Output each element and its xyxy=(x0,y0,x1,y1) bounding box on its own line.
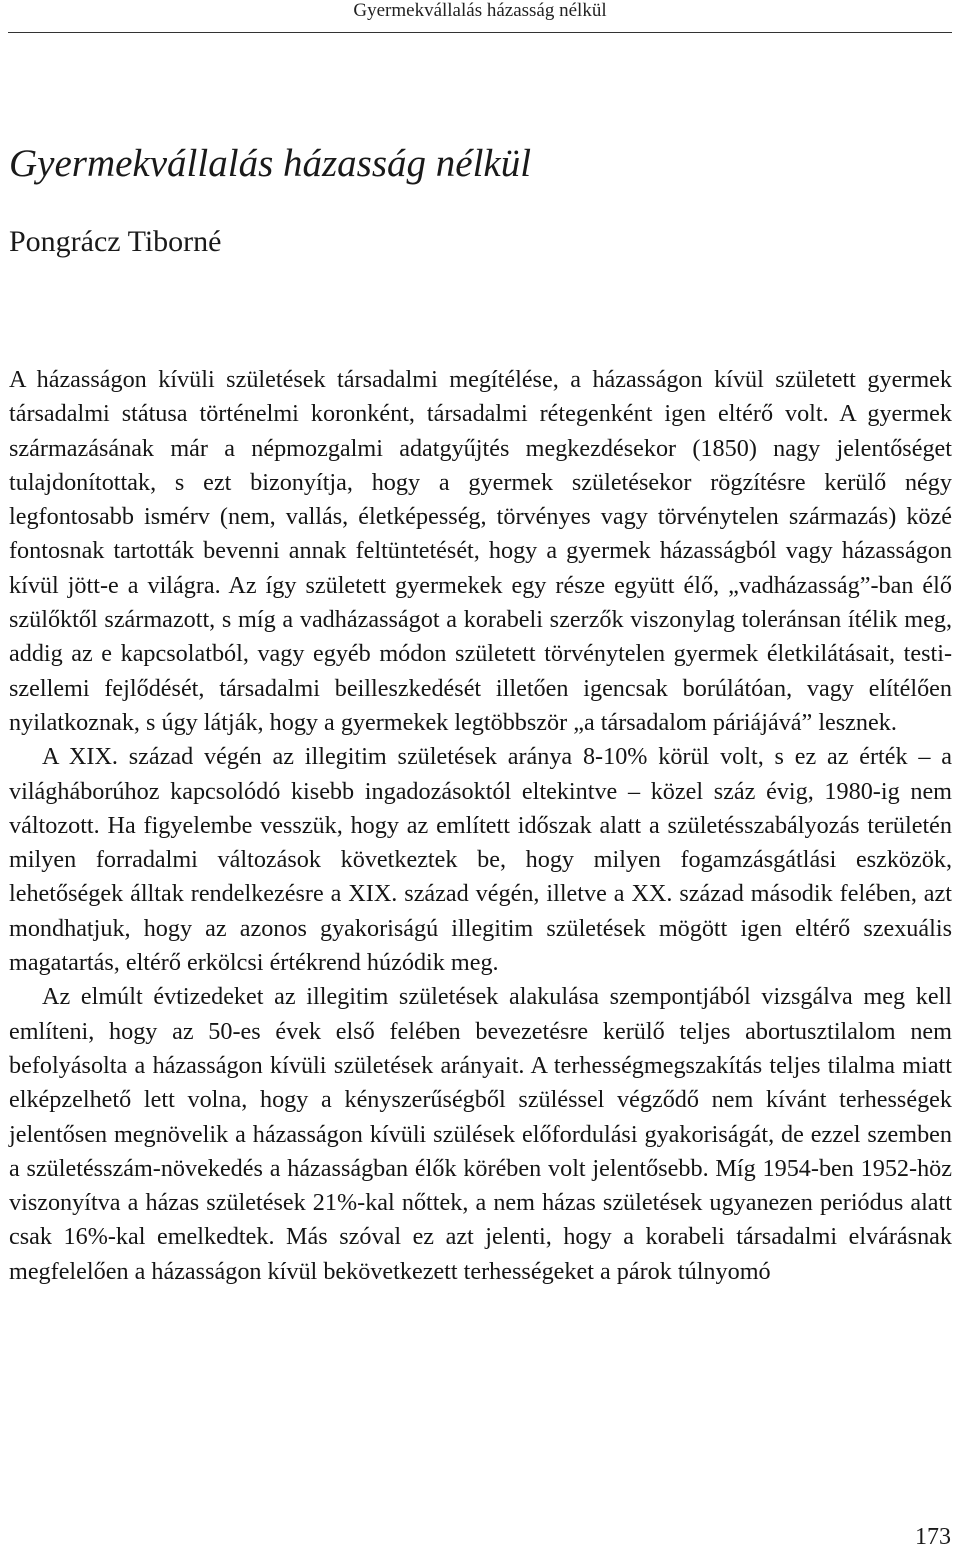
paragraph-2: A XIX. század végén az illegitim születések aránya 8-10% körül volt, s ez az érték – a világháborúhoz kapcsolódó kisebb ingadozásoktól eltekintve – közel száz évig, 1980-ig nem változott. Ha figyelembe vesszük, hogy az említett időszak alatt a születésszabályozás területén milyen forradalmi változások következtek be, hogy milyen fogamzásgátlási eszközök, lehetőségek álltak rendelkezésre a XIX. század végén, illetve a XX. század második felében, azt mondhatjuk, hogy az azonos gyakoriságú illegitim születések mögött igen eltérő szexuális magatartás, eltérő erkölcsi értékrend húzódik meg. xyxy=(9,743,952,977)
article-title: Gyermekvállalás házasság nélkül xyxy=(9,142,532,185)
header-divider xyxy=(8,32,952,33)
running-header: Gyermekvállalás házasság nélkül xyxy=(353,0,607,21)
page-number: 173 xyxy=(915,1524,951,1550)
article-author: Pongrácz Tiborné xyxy=(9,225,222,258)
article-body xyxy=(9,363,952,1289)
paragraph-3: Az elmúlt évtizedeket az illegitim születések alakulása szempontjából vizsgálva meg kell említeni, hogy az 50-es évek első felében bevezetésre kerülő teljes abortusztilalom nem befolyásolta a házasságon kívüli születések arányait. A terhességmegszakítás teljes tilalma miatt elképzelhető lett volna, hogy a kényszerűségből szüléssel végződő nem kívánt terhességek jelentősen megnövelik a házasságon kívüli szülések előfordulási gyakoriságát, de ezzel szemben a születésszám-növekedés a házasságban élők körében volt jelentősebb. Míg 1954-ben 1952-höz viszonyítva a házas születések 21%-kal nőttek, a nem házas születések ugyanezen periódus alatt csak 16%-kal emelkedtek. Más szóval ez azt jelenti, hogy a korabeli társadalmi elvárásnak megfelelően a házasságon kívül bekövetkezett terhességeket a párok túlnyomó xyxy=(9,983,952,1285)
paragraph-1: A házasságon kívüli születések társadalmi megítélése, a házasságon kívül született gyermek társadalmi státusa történelmi koronként, társadalmi rétegenként igen eltérő volt. A gyermek származásának már a népmozgalmi adatgyűjtés megkezdésekor (1850) nagy jelentőséget tulajdonítottak, s ezt bizonyítja, hogy a gyermek születésekor rögzítésre kerülő négy legfontosabb ismérv (nem, vallás, életképesség, törvényes vagy törvénytelen származás) közé fontosnak tartották bevenni annak feltüntetését, hogy a gyermek házasságból vagy házasságon kívül jött-e a világra. Az így született gyermekek egy része együtt élő, „vadházasság”-ban élő szülőktől származott, s míg a vadházasságot a korabeli szerzők viszonylag toleránsan ítélik meg, addig az e kapcsolatból, vagy egyéb módon született törvénytelen gyermek életkilátásait, testi-szellemi fejlődését, társadalmi beilleszkedését illetően igencsak borúlátóan, vagy elítélően nyilatkoznak, s úgy látják, hogy a gyermekek legtöbbször „a társadalom páriájává” lesznek. xyxy=(9,366,952,736)
